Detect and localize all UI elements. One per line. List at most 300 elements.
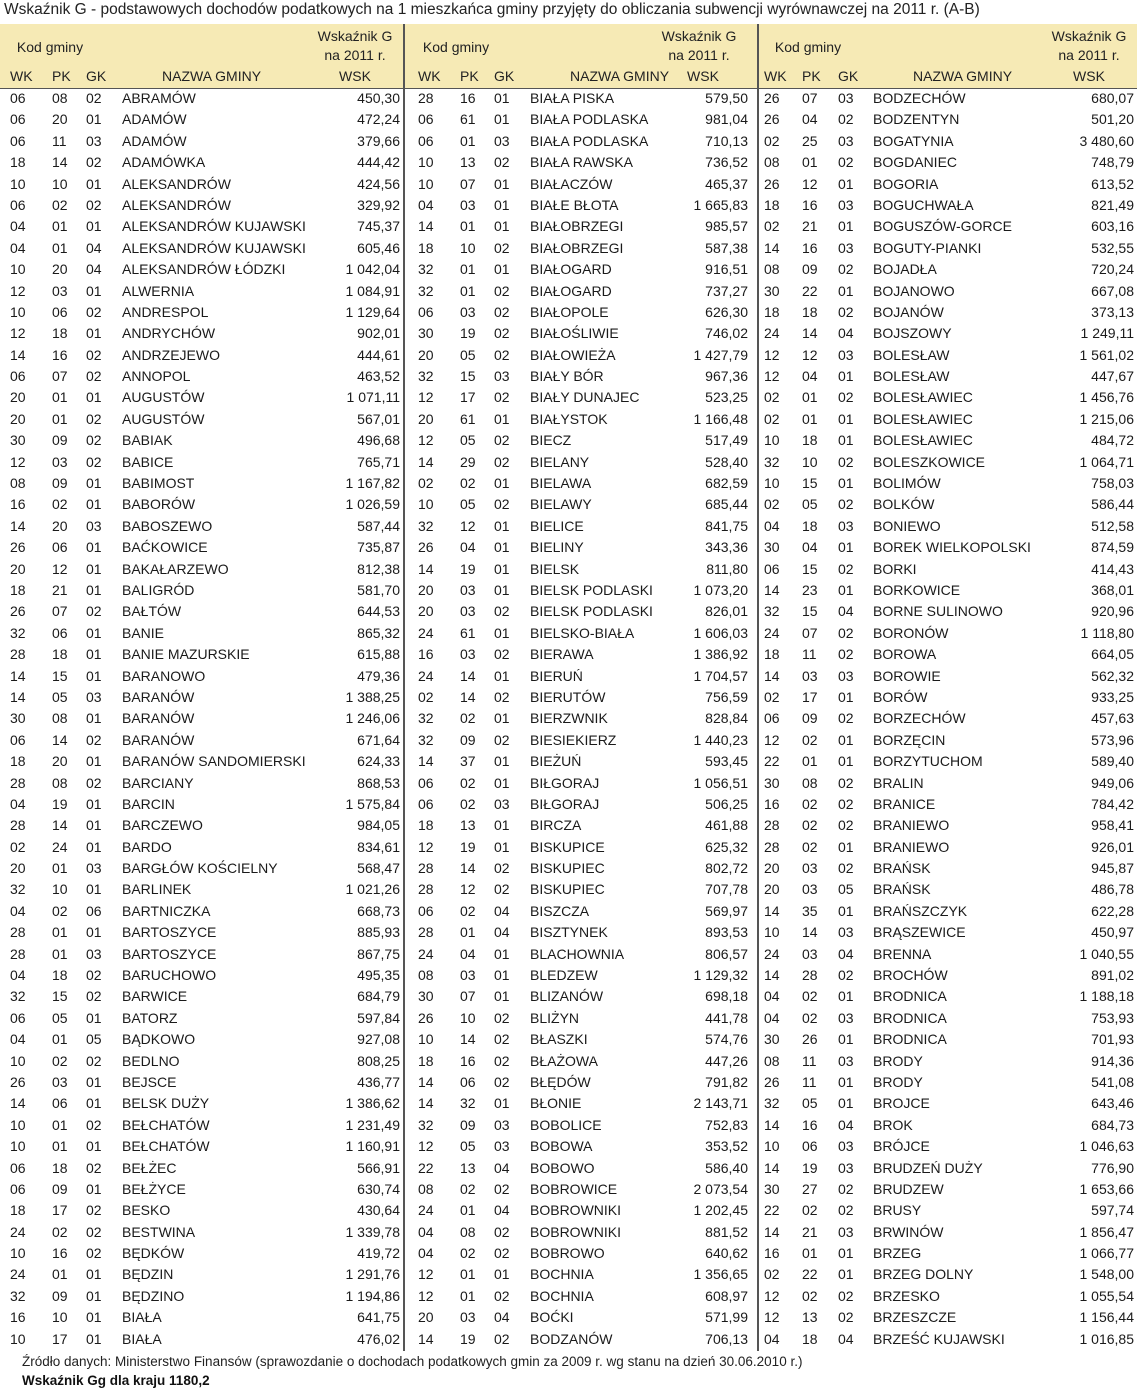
cell-wk: 06 [418,795,434,812]
cell-nazwa-gminy: BEDLNO [122,1052,180,1069]
cell-nazwa-gminy: BABIAK [122,432,173,449]
cell-nazwa-gminy: BIERAWA [530,646,594,663]
cell-gk: 02 [494,1180,510,1197]
cell-wk: 10 [764,924,780,941]
cell-pk: 01 [460,282,476,299]
cell-gk: 02 [494,496,510,513]
cell-gk: 04 [838,1330,854,1347]
cell-nazwa-gminy: BIAŁOGARD [530,282,612,299]
cell-wk: 28 [764,838,780,855]
cell-wsk: 1 665,83 [693,196,748,213]
cell-gk: 03 [838,1138,854,1155]
header-wsk: WSK [339,68,371,84]
cell-pk: 18 [52,967,68,984]
cell-nazwa-gminy: BOGUTY-PIANKI [873,239,982,256]
cell-wsk: 414,43 [1091,560,1134,577]
cell-wsk: 586,40 [705,1159,748,1176]
cell-wsk: 806,57 [705,945,748,962]
cell-gk: 02 [86,731,102,748]
cell-wsk: 484,72 [1091,432,1134,449]
cell-wk: 10 [10,303,26,320]
cell-gk: 01 [494,817,510,834]
cell-pk: 01 [802,753,818,770]
header-wk: WK [764,68,787,84]
cell-wk: 02 [764,218,780,235]
cell-gk: 01 [86,710,102,727]
cell-wsk: 589,40 [1091,753,1134,770]
cell-gk: 04 [838,603,854,620]
cell-pk: 09 [52,475,68,492]
cell-nazwa-gminy: BOJSZOWY [873,325,952,342]
table-row [0,1264,1137,1285]
header-kod-gminy: Kod gminy [774,39,842,55]
cell-nazwa-gminy: BIAŁA PODLASKA [530,111,649,128]
header-na-2011: na 2011 r. [1058,47,1120,63]
cell-pk: 05 [802,496,818,513]
cell-pk: 04 [802,368,818,385]
header-pk: PK [52,68,71,84]
cell-pk: 02 [802,817,818,834]
cell-nazwa-gminy: BALIGRÓD [122,581,195,598]
cell-wk: 20 [764,860,780,877]
cell-nazwa-gminy: ALEKSANDRÓW KUJAWSKI [122,239,306,256]
cell-pk: 01 [802,154,818,171]
cell-wk: 10 [418,154,434,171]
cell-wk: 28 [10,924,26,941]
cell-pk: 10 [802,453,818,470]
cell-gk: 01 [86,1266,102,1283]
cell-wsk: 586,44 [1091,496,1134,513]
cell-pk: 15 [802,603,818,620]
cell-wk: 12 [418,838,434,855]
header-kod-gminy: Kod gminy [422,39,490,55]
cell-gk: 04 [494,924,510,941]
cell-pk: 20 [52,111,68,128]
cell-wk: 18 [10,1202,26,1219]
cell-wsk: 916,51 [705,261,748,278]
cell-wsk: 568,47 [357,860,400,877]
cell-nazwa-gminy: BIELINY [530,539,584,556]
cell-wsk: 958,41 [1091,817,1134,834]
cell-nazwa-gminy: BLACHOWNIA [530,945,625,962]
cell-pk: 09 [460,1116,476,1133]
cell-wsk: 1 066,77 [1079,1245,1134,1262]
cell-wk: 28 [10,945,26,962]
cell-wk: 22 [418,1159,434,1176]
cell-nazwa-gminy: BIELSKO-BIAŁA [530,624,635,641]
cell-wk: 14 [764,581,780,598]
cell-gk: 03 [494,1116,510,1133]
cell-nazwa-gminy: BAŁTÓW [122,603,182,620]
cell-wk: 32 [418,282,434,299]
cell-wsk: 1 339,78 [345,1223,400,1240]
table-row [0,1115,1137,1136]
cell-wk: 20 [418,346,434,363]
cell-nazwa-gminy: BRUSY [873,1202,922,1219]
cell-nazwa-gminy: ALEKSANDRÓW KUJAWSKI [122,218,306,235]
cell-wk: 14 [764,967,780,984]
cell-gk: 02 [494,1009,510,1026]
cell-gk: 03 [838,667,854,684]
cell-nazwa-gminy: BEJSCE [122,1073,177,1090]
cell-wk: 14 [418,1330,434,1347]
cell-wsk: 758,03 [1091,475,1134,492]
cell-gk: 01 [86,282,102,299]
table-row [0,1008,1137,1029]
cell-wsk: 1 160,91 [345,1138,400,1155]
cell-wsk: 1 040,55 [1079,945,1134,962]
cell-wk: 06 [10,196,26,213]
cell-pk: 14 [460,860,476,877]
cell-gk: 01 [838,218,854,235]
table-row [0,516,1137,537]
cell-wsk: 1 246,06 [345,710,400,727]
cell-nazwa-gminy: BIELSK PODLASKI [530,581,653,598]
cell-nazwa-gminy: BRUDZEW [873,1180,944,1197]
cell-gk: 01 [494,90,510,106]
cell-gk: 03 [494,368,510,385]
table-row [0,152,1137,173]
cell-nazwa-gminy: ADAMÓW [122,111,187,128]
cell-wk: 16 [418,646,434,663]
cell-gk: 02 [86,154,102,171]
cell-gk: 06 [86,902,102,919]
cell-nazwa-gminy: BATORZ [122,1009,178,1026]
cell-wk: 20 [10,860,26,877]
cell-pk: 08 [802,774,818,791]
cell-gk: 01 [838,1266,854,1283]
cell-wsk: 841,75 [705,517,748,534]
cell-pk: 01 [52,1266,68,1283]
cell-pk: 61 [460,111,476,128]
cell-wk: 14 [764,1116,780,1133]
cell-wk: 04 [418,1245,434,1262]
cell-pk: 02 [802,795,818,812]
cell-wsk: 1 129,32 [693,967,748,984]
cell-pk: 02 [460,774,476,791]
cell-gk: 01 [838,175,854,192]
cell-wk: 32 [418,710,434,727]
cell-wsk: 684,79 [357,988,400,1005]
cell-wsk: 430,64 [357,1202,400,1219]
cell-wk: 12 [10,453,26,470]
cell-wk: 06 [10,368,26,385]
cell-nazwa-gminy: BRANIEWO [873,838,950,855]
cell-wk: 12 [418,389,434,406]
cell-wk: 24 [418,667,434,684]
cell-gk: 02 [494,1073,510,1090]
cell-wk: 10 [418,496,434,513]
cell-pk: 35 [802,902,818,919]
cell-gk: 02 [494,154,510,171]
cell-gk: 02 [494,860,510,877]
cell-gk: 01 [86,560,102,577]
table-row [0,1179,1137,1200]
cell-gk: 02 [838,453,854,470]
cell-nazwa-gminy: BANIE [122,624,165,641]
table-row [0,259,1137,280]
cell-gk: 02 [86,1223,102,1240]
cell-wk: 20 [10,389,26,406]
cell-pk: 04 [460,539,476,556]
cell-wsk: 684,73 [1091,1116,1134,1133]
cell-wk: 14 [764,667,780,684]
cell-wsk: 821,49 [1091,196,1134,213]
cell-gk: 01 [494,581,510,598]
cell-nazwa-gminy: BOBOLICE [530,1116,602,1133]
cell-nazwa-gminy: BOGDANIEC [873,154,958,171]
cell-wk: 30 [764,774,780,791]
cell-wsk: 615,88 [357,646,400,663]
cell-nazwa-gminy: BISKUPICE [530,838,605,855]
cell-nazwa-gminy: BARDO [122,838,172,855]
cell-nazwa-gminy: BIAŁOGARD [530,261,612,278]
cell-nazwa-gminy: ALWERNIA [122,282,195,299]
cell-pk: 14 [52,817,68,834]
header-gk: GK [838,68,859,84]
cell-pk: 03 [460,1309,476,1326]
cell-wk: 02 [764,389,780,406]
cell-nazwa-gminy: ABRAMÓW [122,90,196,106]
cell-wk: 18 [10,753,26,770]
cell-wk: 08 [764,261,780,278]
cell-pk: 18 [802,517,818,534]
cell-nazwa-gminy: BISKUPIEC [530,860,605,877]
cell-wk: 10 [418,175,434,192]
cell-pk: 24 [52,838,68,855]
cell-wsk: 791,82 [705,1073,748,1090]
table-row [0,1329,1137,1350]
table-row [0,901,1137,922]
cell-nazwa-gminy: BĄDKOWO [122,1031,196,1048]
table-row [0,986,1137,1007]
cell-wk: 18 [10,581,26,598]
cell-pk: 12 [52,560,68,577]
cell-nazwa-gminy: BEŁŻYCE [122,1180,186,1197]
cell-gk: 04 [86,239,102,256]
cell-nazwa-gminy: BRODNICA [873,1009,947,1026]
cell-wsk: 472,24 [357,111,400,128]
cell-wk: 30 [10,432,26,449]
cell-wk: 04 [10,902,26,919]
cell-wsk: 752,83 [705,1116,748,1133]
cell-wsk: 698,18 [705,988,748,1005]
cell-wk: 32 [10,1287,26,1304]
cell-wsk: 436,77 [357,1073,400,1090]
cell-gk: 02 [494,1245,510,1262]
cell-wk: 02 [764,496,780,513]
cell-pk: 02 [52,1052,68,1069]
cell-pk: 04 [802,539,818,556]
cell-wk: 22 [764,753,780,770]
header-wskaznik-g: Wskaźnik G [317,28,393,44]
cell-pk: 20 [52,753,68,770]
cell-wsk: 587,44 [357,517,400,534]
cell-nazwa-gminy: BEŁCHATÓW [122,1138,210,1155]
cell-gk: 02 [838,624,854,641]
cell-nazwa-gminy: ANDRYCHÓW [122,325,216,342]
cell-wk: 12 [418,432,434,449]
cell-wsk: 927,08 [357,1031,400,1048]
cell-nazwa-gminy: BRAŃSK [873,860,931,877]
cell-gk: 01 [86,817,102,834]
cell-pk: 18 [802,432,818,449]
cell-wsk: 444,61 [357,346,400,363]
cell-wk: 02 [418,475,434,492]
cell-nazwa-gminy: BOBROWICE [530,1180,618,1197]
cell-wk: 24 [764,325,780,342]
table-row [0,666,1137,687]
cell-wsk: 1 064,71 [1079,453,1134,470]
cell-wsk: 1 249,11 [1080,325,1134,342]
cell-pk: 09 [52,432,68,449]
cell-wk: 04 [418,1223,434,1240]
cell-nazwa-gminy: BIAŁOŚLIWIE [530,325,619,342]
cell-wsk: 447,26 [705,1052,748,1069]
cell-nazwa-gminy: BOREK WIELKOPOLSKI [873,539,1031,556]
cell-nazwa-gminy: AUGUSTÓW [122,410,205,427]
cell-wsk: 1 026,59 [345,496,400,513]
cell-pk: 32 [460,1095,476,1112]
cell-pk: 07 [460,988,476,1005]
cell-pk: 16 [460,1052,476,1069]
cell-pk: 10 [52,1309,68,1326]
cell-nazwa-gminy: BRAŃSK [873,881,931,898]
cell-wsk: 465,37 [705,175,748,192]
cell-wsk: 608,97 [705,1287,748,1304]
cell-nazwa-gminy: BRALIN [873,774,924,791]
cell-nazwa-gminy: BOBOWA [530,1138,593,1155]
cell-pk: 11 [802,646,817,663]
cell-gk: 04 [494,1202,510,1219]
cell-wsk: 736,52 [705,154,748,171]
cell-pk: 01 [52,924,68,941]
cell-wsk: 746,02 [705,325,748,342]
cell-wsk: 867,75 [357,945,400,962]
cell-gk: 02 [838,860,854,877]
cell-pk: 06 [460,1073,476,1090]
cell-pk: 16 [802,1116,818,1133]
cell-pk: 61 [460,410,476,427]
cell-gk: 04 [838,325,854,342]
cell-nazwa-gminy: BIAŁOBRZEGI [530,239,624,256]
cell-gk: 02 [494,646,510,663]
cell-pk: 05 [52,1009,68,1026]
cell-wsk: 532,55 [1091,239,1134,256]
table-row [0,1136,1137,1157]
cell-wsk: 868,53 [357,774,400,791]
cell-nazwa-gminy: BIAŁA RAWSKA [530,154,633,171]
cell-gk: 01 [86,1073,102,1090]
cell-wk: 02 [764,688,780,705]
cell-nazwa-gminy: BŁONIE [530,1095,582,1112]
cell-wk: 28 [10,774,26,791]
cell-wsk: 914,36 [1091,1052,1134,1069]
cell-nazwa-gminy: BOBROWO [530,1245,605,1262]
cell-gk: 03 [86,945,102,962]
cell-nazwa-gminy: BRZESKO [873,1287,940,1304]
table-row [0,730,1137,751]
cell-wk: 18 [764,646,780,663]
cell-gk: 04 [494,1309,510,1326]
cell-gk: 01 [86,111,102,128]
cell-nazwa-gminy: BESTWINA [122,1223,196,1240]
cell-wk: 20 [418,581,434,598]
cell-nazwa-gminy: BOLESŁAW [873,368,950,385]
cell-wsk: 643,46 [1091,1095,1134,1112]
cell-nazwa-gminy: BOGUCHWAŁA [873,196,974,213]
cell-nazwa-gminy: BIŁGORAJ [530,795,600,812]
cell-nazwa-gminy: BIERUŃ [530,667,583,684]
cell-nazwa-gminy: BELSK DUŻY [122,1095,210,1112]
cell-wk: 12 [418,1138,434,1155]
cell-wk: 26 [418,1009,434,1026]
cell-wsk: 1 440,23 [693,731,748,748]
cell-pk: 21 [52,581,68,598]
cell-nazwa-gminy: BIAŁOWIEŻA [530,346,616,363]
cell-wsk: 630,74 [357,1180,400,1197]
cell-gk: 04 [494,902,510,919]
cell-pk: 01 [802,1245,818,1262]
cell-wk: 10 [764,432,780,449]
cell-pk: 22 [802,282,818,299]
cell-pk: 12 [802,175,818,192]
cell-nazwa-gminy: BARANÓW [122,688,195,705]
table-row [0,452,1137,473]
table-row [0,1286,1137,1307]
cell-wsk: 486,78 [1091,881,1134,898]
cell-wk: 06 [10,90,26,106]
cell-wk: 30 [418,988,434,1005]
cell-gk: 01 [494,667,510,684]
cell-gk: 02 [494,603,510,620]
cell-pk: 05 [460,432,476,449]
cell-pk: 17 [52,1330,68,1347]
cell-pk: 28 [802,967,818,984]
cell-wsk: 668,73 [357,902,400,919]
header-wk: WK [418,68,441,84]
cell-nazwa-gminy: BIELANY [530,453,590,470]
cell-wsk: 812,38 [357,560,400,577]
table-row [0,1243,1137,1264]
cell-pk: 22 [802,1266,818,1283]
header-nazwa-gminy: NAZWA GMINY [162,68,262,84]
cell-pk: 10 [52,175,68,192]
cell-nazwa-gminy: BABOSZEWO [122,517,213,534]
cell-wsk: 523,25 [705,389,748,406]
cell-gk: 01 [838,539,854,556]
cell-nazwa-gminy: BORZECHÓW [873,710,966,727]
cell-wsk: 1 606,03 [693,624,748,641]
cell-wk: 14 [418,1073,434,1090]
cell-gk: 01 [494,710,510,727]
cell-pk: 02 [52,902,68,919]
cell-wsk: 680,07 [1091,90,1134,106]
cell-nazwa-gminy: BODZENTYN [873,111,960,128]
cell-wk: 20 [418,410,434,427]
cell-gk: 03 [838,90,854,106]
cell-pk: 16 [460,90,476,106]
cell-pk: 01 [802,389,818,406]
cell-nazwa-gminy: BOGATYNIA [873,132,954,149]
cell-gk: 04 [838,1116,854,1133]
cell-wk: 32 [10,624,26,641]
cell-nazwa-gminy: BIAŁY DUNAJEC [530,389,640,406]
table-row [0,537,1137,558]
cell-wsk: 881,52 [705,1223,748,1240]
cell-nazwa-gminy: BOROWA [873,646,937,663]
cell-pk: 18 [52,325,68,342]
